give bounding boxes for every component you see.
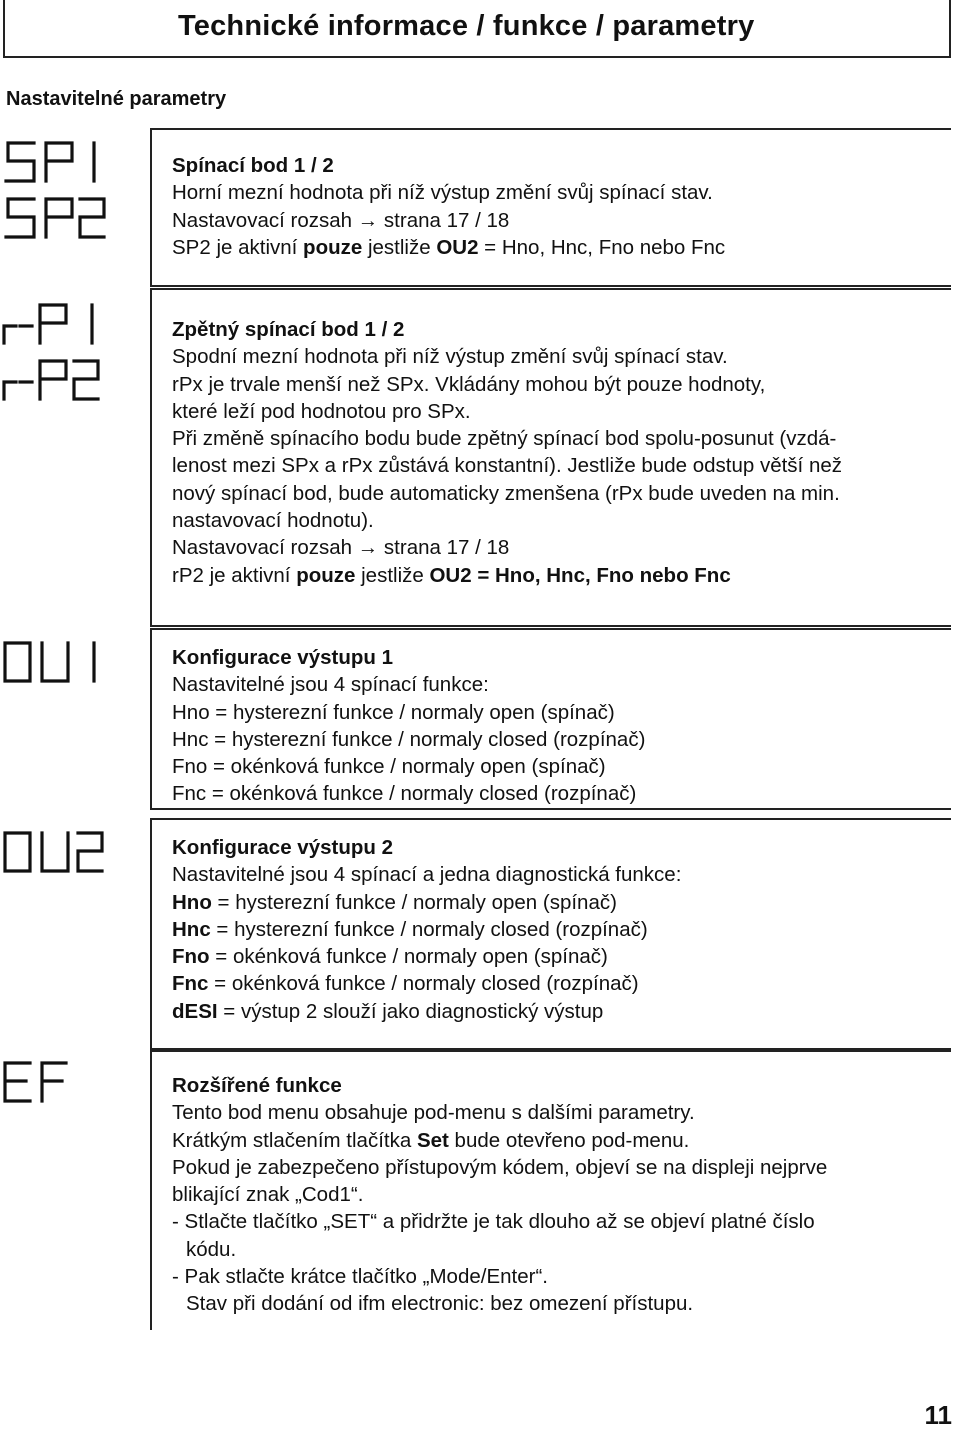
lcd-display-rp2 bbox=[0, 358, 110, 402]
page-title: Technické informace / funkce / parametry bbox=[178, 10, 755, 42]
text-line: Krátkým stlačením tlačítka Set bude otevřeno pod-menu. bbox=[172, 1128, 690, 1152]
text-line: Hnc = hysterezní funkce / normaly closed (rozpínač) bbox=[172, 727, 646, 751]
section-sp bbox=[150, 128, 951, 287]
section-title: Spínací bod 1 / 2 bbox=[172, 154, 334, 177]
section-ou1 bbox=[150, 628, 951, 810]
text-line: Fnc = okénková funkce / normaly closed (rozpínač) bbox=[172, 972, 639, 996]
lcd-display-sp2 bbox=[0, 196, 110, 240]
text-line: Spodní mezní hodnota při níž výstup změní svůj spínací stav. bbox=[172, 345, 728, 369]
page-number: 11 bbox=[924, 1400, 952, 1430]
text-line: kódu. bbox=[186, 1237, 237, 1261]
lcd-display-ou1 bbox=[0, 640, 110, 684]
text-line: nový spínací bod, bude automaticky zmenšena (rPx bude uveden na min. bbox=[172, 481, 840, 505]
text-line: Nastavovací rozsah → strana 17 / 18 bbox=[172, 208, 510, 232]
text-line: Fno = okénková funkce / normaly open (spínač) bbox=[172, 945, 608, 969]
text-line: - Pak stlačte krátce tlačítko „Mode/Enter“. bbox=[172, 1265, 548, 1289]
text-line: rPx je trvale menší než SPx. Vkládány mohou být pouze hodnoty, bbox=[172, 372, 766, 396]
text-line: rP2 je aktivní pouze jestliže OU2 = Hno, Hnc, Fno nebo Fnc bbox=[172, 563, 731, 587]
text-line: lenost mezi SPx a rPx zůstává konstantní). Jestliže bude odstup větší než bbox=[172, 454, 843, 478]
section-ef bbox=[150, 1050, 951, 1330]
section-title: Rozšířené funkce bbox=[172, 1074, 342, 1097]
section-heading: Nastavitelné parametry bbox=[6, 88, 227, 110]
text-line: Hno = hysterezní funkce / normaly open (spínač) bbox=[172, 700, 615, 724]
text-line: Horní mezní hodnota při níž výstup změní svůj spínací stav. bbox=[172, 181, 713, 205]
text-line: Při změně spínacího bodu bude zpětný spínací bod spolu-posunut (vzdá- bbox=[172, 427, 837, 451]
text-line: Pokud je zabezpečeno přístupovým kódem, objeví se na displeji nejprve bbox=[172, 1155, 828, 1179]
text-line: SP2 je aktivní pouze jestliže OU2 = Hno, Hnc, Fno nebo Fnc bbox=[172, 235, 726, 259]
text-line: Hnc = hysterezní funkce / normaly closed (rozpínač) bbox=[172, 917, 648, 941]
text-line: dESI = výstup 2 slouží jako diagnostický výstup bbox=[172, 999, 604, 1023]
section-ou2 bbox=[150, 818, 951, 1050]
section-title: Konfigurace výstupu 1 bbox=[172, 646, 393, 669]
text-line: Stav při dodání od ifm electronic: bez omezení přístupu. bbox=[186, 1292, 694, 1316]
lcd-display-ou2 bbox=[0, 830, 110, 874]
lcd-display-sp1 bbox=[0, 140, 110, 184]
text-line: Tento bod menu obsahuje pod-menu s dalšími parametry. bbox=[172, 1101, 695, 1125]
text-line: Nastavovací rozsah → strana 17 / 18 bbox=[172, 536, 510, 560]
lcd-display-rp1 bbox=[0, 302, 110, 346]
section-rp bbox=[150, 288, 951, 627]
text-line: blikající znak „Cod1“. bbox=[172, 1183, 364, 1207]
lcd-display-ef bbox=[0, 1060, 110, 1104]
text-line: Nastavitelné jsou 4 spínací funkce: bbox=[172, 673, 489, 697]
section-title: Konfigurace výstupu 2 bbox=[172, 836, 393, 859]
text-line: nastavovací hodnotu). bbox=[172, 509, 374, 533]
section-title: Zpětný spínací bod 1 / 2 bbox=[172, 318, 405, 341]
text-line: Fnc = okénková funkce / normaly closed (rozpínač) bbox=[172, 782, 637, 806]
text-line: - Stlačte tlačítko „SET“ a přidržte je tak dlouho až se objeví platné číslo bbox=[172, 1210, 815, 1234]
text-line: Hno = hysterezní funkce / normaly open (spínač) bbox=[172, 890, 617, 914]
text-line: Fno = okénková funkce / normaly open (spínač) bbox=[172, 755, 606, 779]
text-line: které leží pod hodnotou pro SPx. bbox=[172, 399, 471, 423]
text-line: Nastavitelné jsou 4 spínací a jedna diagnostická funkce: bbox=[172, 863, 682, 887]
